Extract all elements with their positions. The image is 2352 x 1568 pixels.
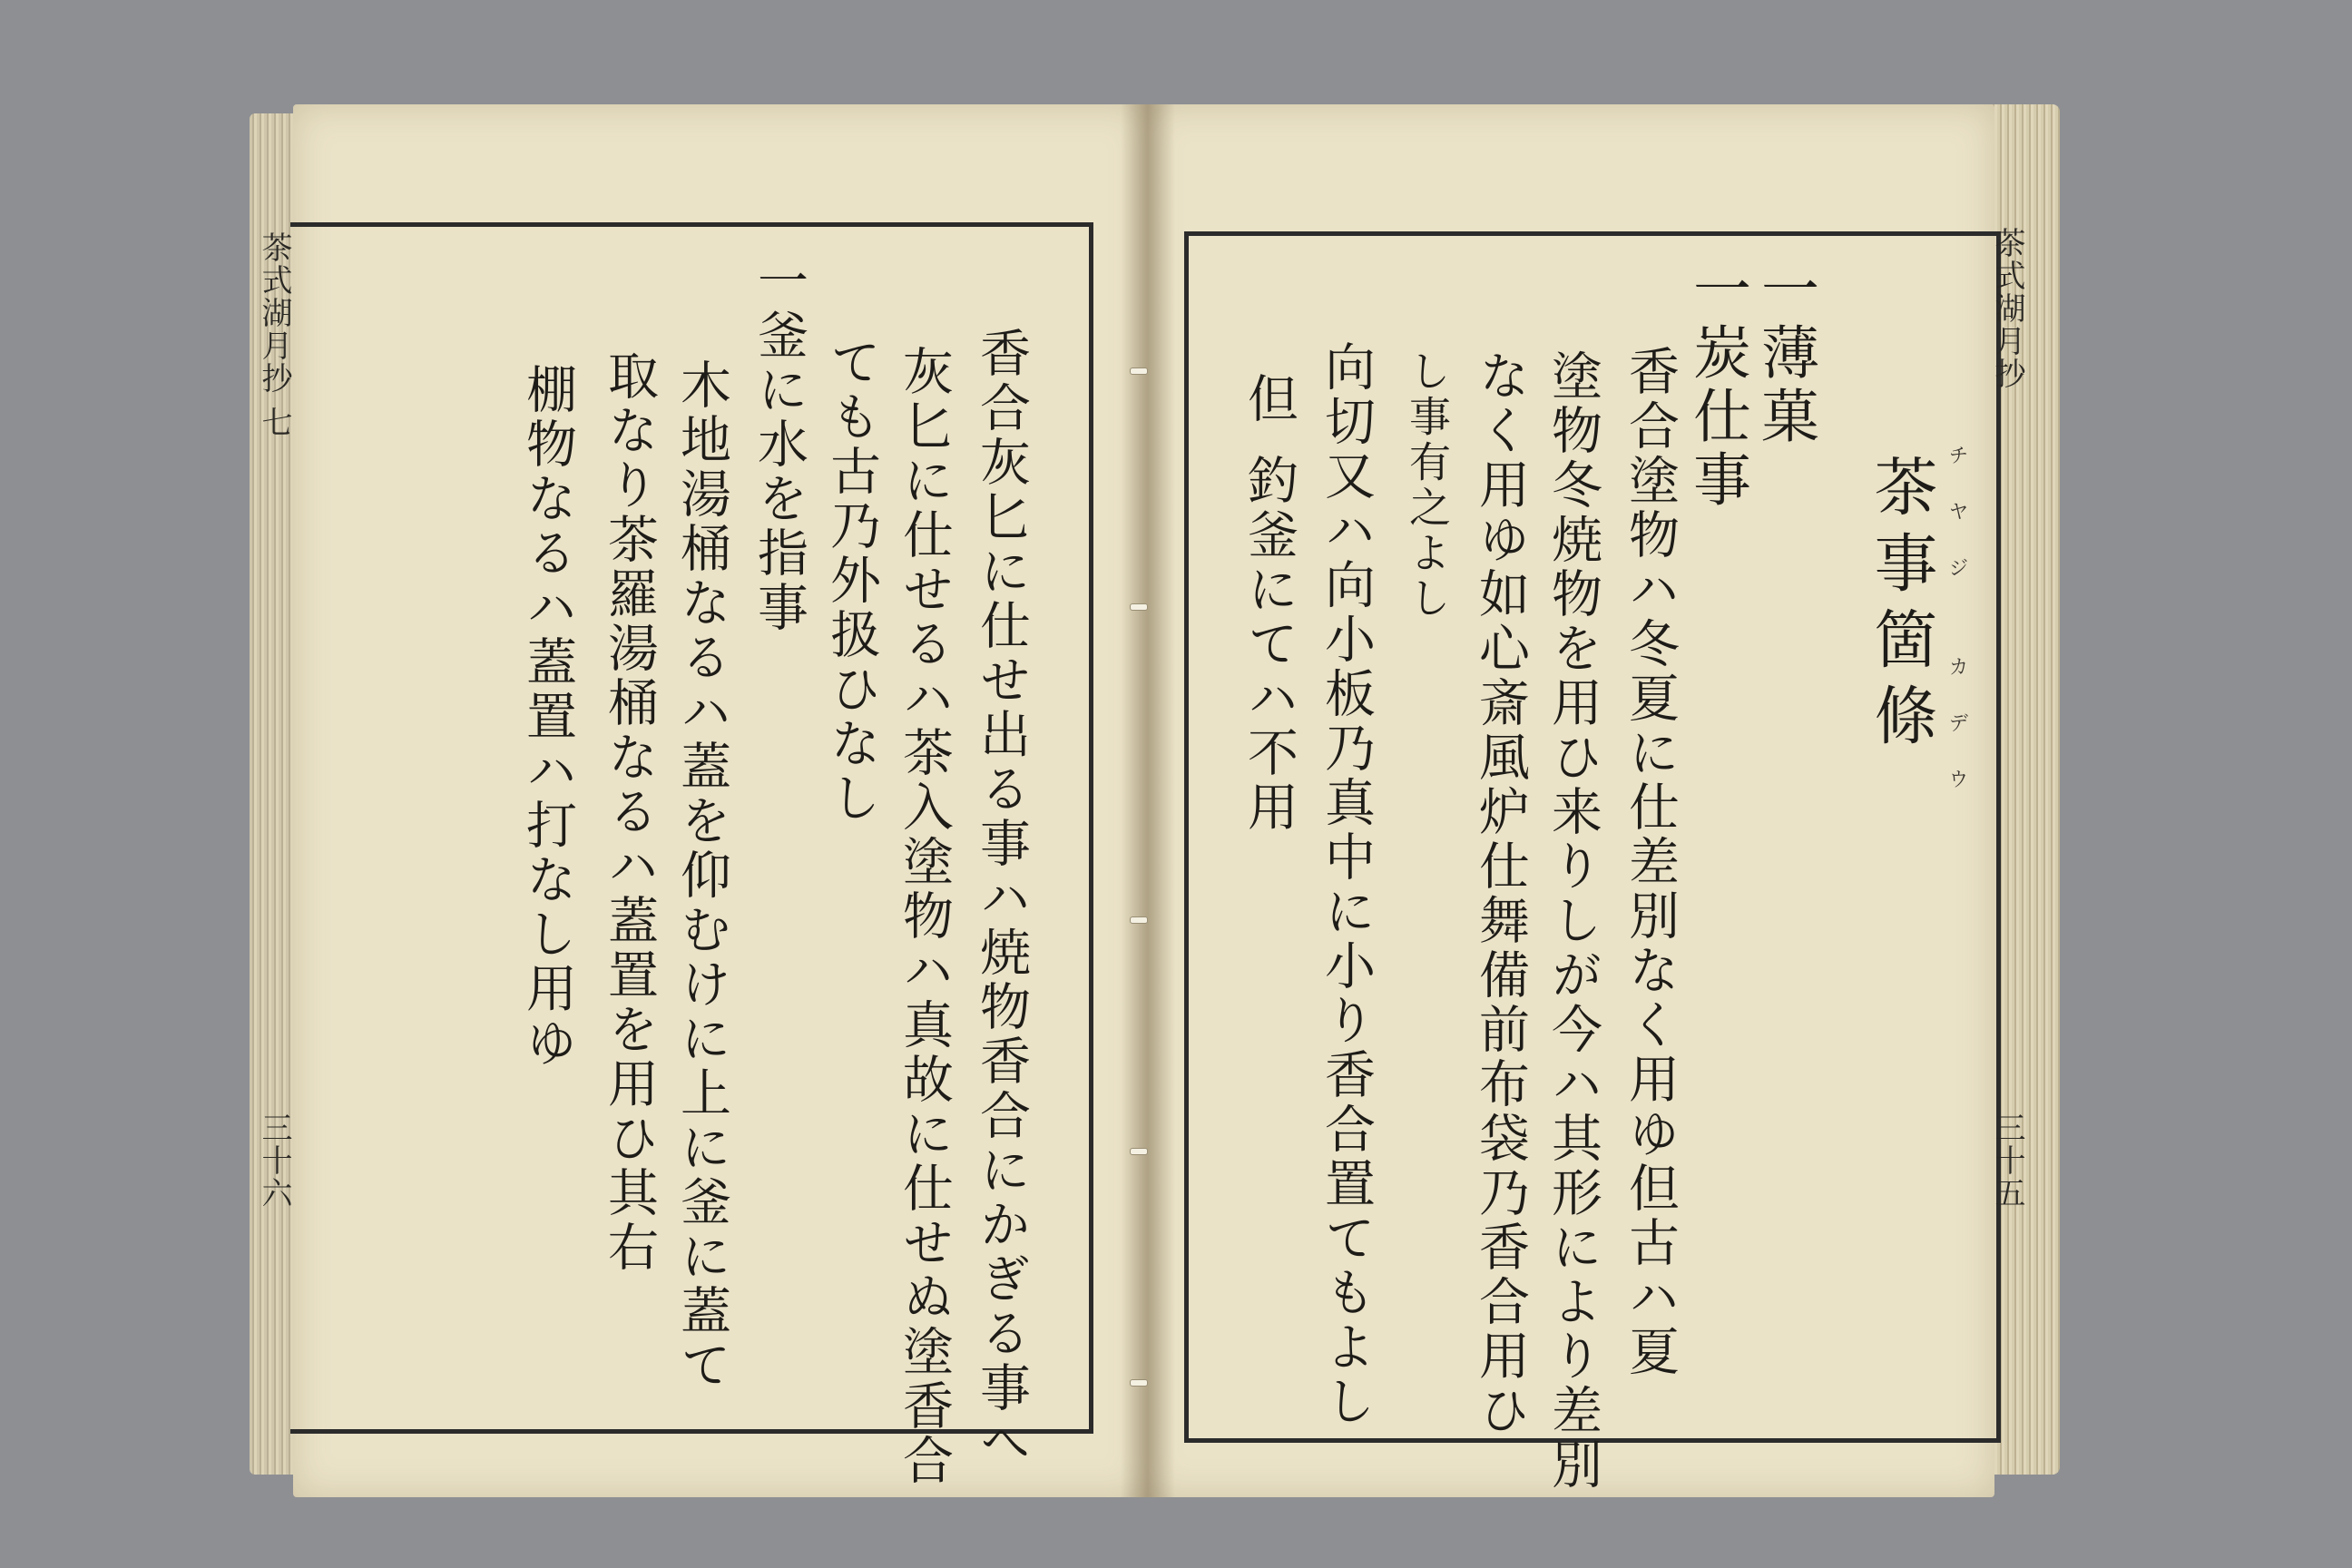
binding-stitch xyxy=(1130,603,1148,611)
left-column-2: 灰匕に仕せるハ茶入塗物ハ真故に仕せぬ塗香合 xyxy=(895,345,954,1488)
left-column-1: 香合灰匕に仕せ出る事ハ焼物香合にかぎる事へ xyxy=(972,327,1031,1470)
right-column-5: なく用ゆ如心斎風炉仕舞備前布袋乃香合用ひ xyxy=(1471,349,1530,1438)
left-margin-title: 茶式湖月抄 七 xyxy=(256,231,292,439)
section-title: 茶事箇條 xyxy=(1864,454,1938,759)
right-column-9: 釣釜にてハ不用 xyxy=(1240,454,1298,835)
left-column-5: 木地湯桶なるハ蓋を仰むけに上に釜に蓋て xyxy=(672,358,731,1393)
left-page-number: 三十六 xyxy=(256,1112,292,1210)
binding-stitch xyxy=(1130,916,1148,924)
left-column-6: 取なり茶羅湯桶なるハ蓋置を用ひ其右 xyxy=(600,349,659,1275)
right-column-1: 一薄菓 xyxy=(1751,259,1818,449)
right-column-2: 一炭仕事 xyxy=(1683,259,1750,513)
right-column-7: 向切又ハ向小板乃真中に小り香合置てもよし xyxy=(1317,340,1376,1429)
right-column-6: し事有之よし xyxy=(1403,349,1452,622)
section-title-furigana: チヤジ カデウ xyxy=(1945,445,1968,825)
left-column-7: 棚物なるハ蓋置ハ打なし用ゆ xyxy=(518,363,577,1071)
right-column-8: 但 xyxy=(1240,372,1298,426)
binding-stitch xyxy=(1130,1379,1148,1387)
right-column-4: 塗物冬焼物を用ひ来りしが今ハ其形により差別 xyxy=(1544,349,1602,1493)
binding-stitch xyxy=(1130,368,1148,375)
left-column-3: ても古乃外扱ひなし xyxy=(822,336,881,826)
right-page-number: 三十五 xyxy=(1989,1112,2025,1210)
right-margin-title: 茶式湖月抄 xyxy=(1989,227,2025,390)
book-gutter xyxy=(1121,104,1175,1497)
binding-stitch xyxy=(1130,1148,1148,1155)
right-column-3: 香合塗物ハ冬夏に仕差別なく用ゆ但古ハ夏 xyxy=(1621,345,1680,1379)
left-column-4: 一釜に水を指事 xyxy=(750,254,808,635)
